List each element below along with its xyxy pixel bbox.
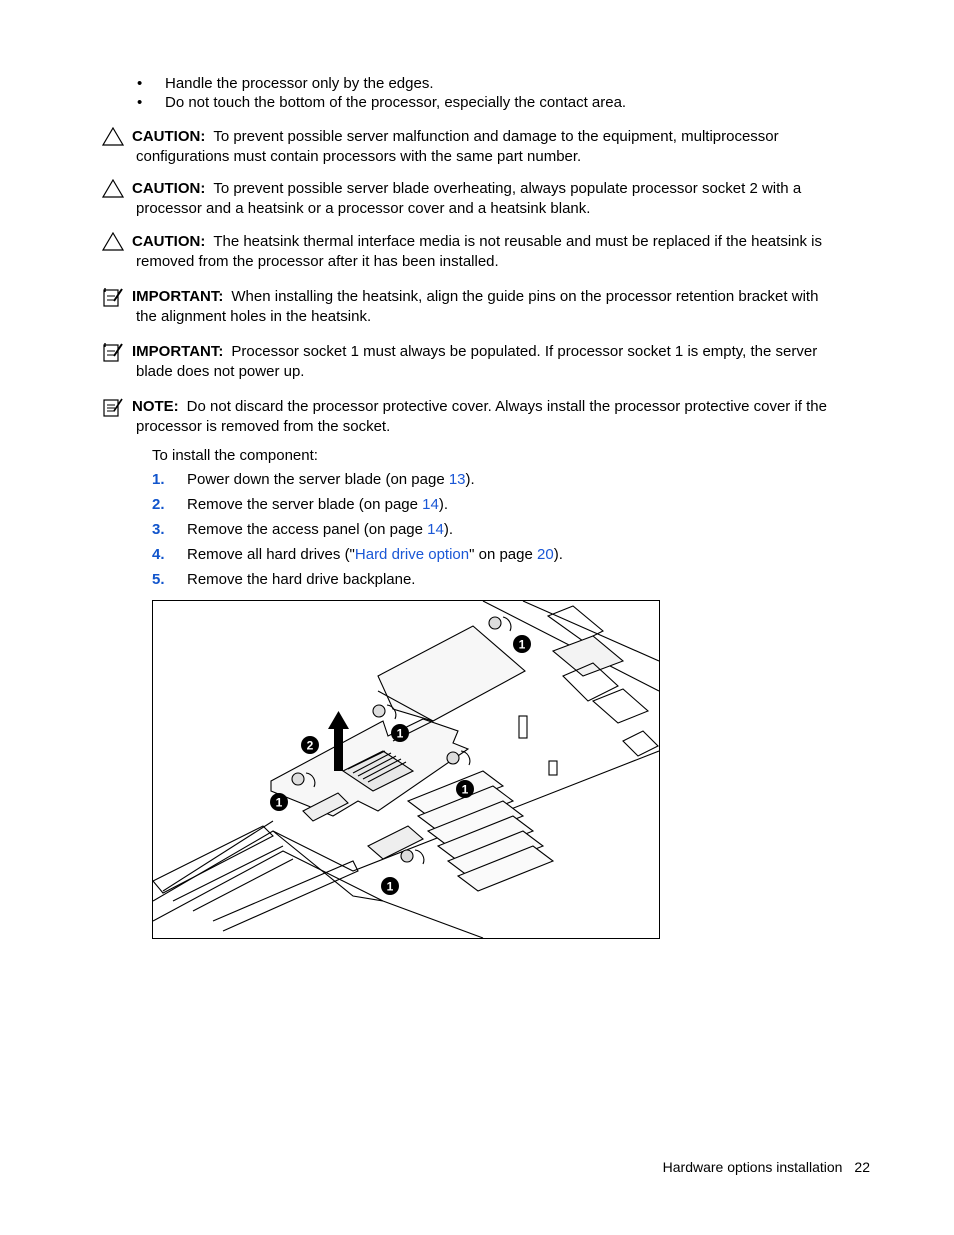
page-link[interactable]: 14 [422, 496, 439, 513]
step-text: " on page [469, 546, 538, 563]
notice-label: IMPORTANT: [132, 288, 224, 305]
notice-text: blade does not power up. [136, 363, 305, 380]
step-text: Remove the server blade (on page [187, 496, 423, 513]
bullet-text: Handle the processor only by the edges. [165, 75, 434, 92]
caution-notice [102, 232, 862, 272]
notice-text: Processor socket 1 must always be populated. If processor socket 1 is empty, the server [231, 343, 818, 360]
caution-triangle-icon [102, 232, 124, 252]
notice-label: NOTE: [132, 398, 179, 415]
notice-label: CAUTION: [132, 233, 206, 250]
step-text: Remove the access panel (on page [187, 521, 428, 538]
step-number: 1. [152, 471, 165, 488]
page-link[interactable]: 13 [448, 471, 466, 488]
page-number: 22 [854, 1159, 870, 1175]
caution-notice [102, 127, 862, 167]
step-text: Remove all hard drives (" [187, 546, 355, 563]
step-number: 5. [152, 571, 165, 588]
notice-text: When installing the heatsink, align the guide pins on the processor retention bracket with [231, 288, 819, 305]
page-link[interactable]: 14 [427, 521, 444, 538]
page-link[interactable]: 20 [537, 546, 554, 563]
callout-number: 2 [306, 738, 314, 753]
notice-label: CAUTION: [132, 180, 206, 197]
step-text: ). [438, 496, 448, 513]
bullet-list [137, 74, 897, 112]
lift-arrow-head [328, 711, 349, 729]
important-notice [102, 287, 862, 327]
notice-text: To prevent possible server blade overheating, always populate processor socket 2 with a [213, 180, 802, 197]
step-text: ). [443, 521, 454, 538]
caution-triangle-icon [102, 179, 124, 199]
notice-label: CAUTION: [132, 128, 206, 145]
list-item [152, 545, 852, 570]
procedure-intro: To install the component: [152, 447, 318, 464]
notice-text: removed from the processor after it has been installed. [136, 253, 499, 270]
notice-text: the alignment holes in the heatsink. [136, 308, 372, 325]
list-item [152, 495, 852, 520]
list-item: • Do not touch the bottom of the processor, especially the contact area. [137, 94, 627, 111]
lift-arrow-shaft [334, 727, 343, 771]
step-text: ). [553, 546, 563, 563]
caution-notice [102, 179, 862, 219]
note-notice [102, 397, 862, 437]
notice-text: processor and a heatsink or a processor cover and a heatsink blank. [136, 200, 591, 217]
notice-text: The heatsink thermal interface media is not reusable and must be replaced if the heatsink is [213, 233, 822, 250]
callout-number: 1 [461, 782, 469, 797]
section-link[interactable]: Hard drive option [354, 546, 470, 563]
bullet-text: Do not touch the bottom of the processor, especially the contact area. [165, 94, 627, 111]
list-item [152, 470, 852, 495]
step-number: 3. [152, 521, 165, 538]
caution-triangle-icon [102, 127, 124, 147]
notice-text: configurations must contain processors with the same part number. [136, 148, 582, 165]
important-note-icon [102, 342, 124, 362]
important-note-icon [102, 287, 124, 307]
step-text: Power down the server blade (on page [187, 471, 449, 488]
callout-number: 1 [518, 637, 526, 652]
callout-number: 1 [275, 795, 283, 810]
step-list [152, 470, 852, 595]
backplane-removal-illustration [152, 600, 660, 939]
notice-text: Do not discard the processor protective cover. Always install the processor protective cover if the [186, 398, 827, 415]
notice-text: To prevent possible server malfunction and damage to the equipment, multiprocessor [213, 128, 779, 145]
list-item [152, 570, 852, 595]
note-icon [102, 397, 124, 417]
callout-number: 1 [396, 726, 404, 741]
illustration-drawing [153, 601, 659, 938]
list-item: • Handle the processor only by the edges. [137, 75, 434, 92]
footer-section-title: Hardware options installation [662, 1159, 843, 1175]
step-number: 2. [152, 496, 165, 513]
notice-text: processor is removed from the socket. [136, 418, 391, 435]
list-item [152, 520, 852, 545]
important-notice [102, 342, 862, 382]
notice-label: IMPORTANT: [132, 343, 224, 360]
step-number: 4. [152, 546, 165, 563]
step-text: Remove the hard drive backplane. [187, 571, 416, 588]
page-footer [663, 1157, 870, 1177]
callout-number: 1 [386, 879, 394, 894]
step-text: ). [465, 471, 475, 488]
